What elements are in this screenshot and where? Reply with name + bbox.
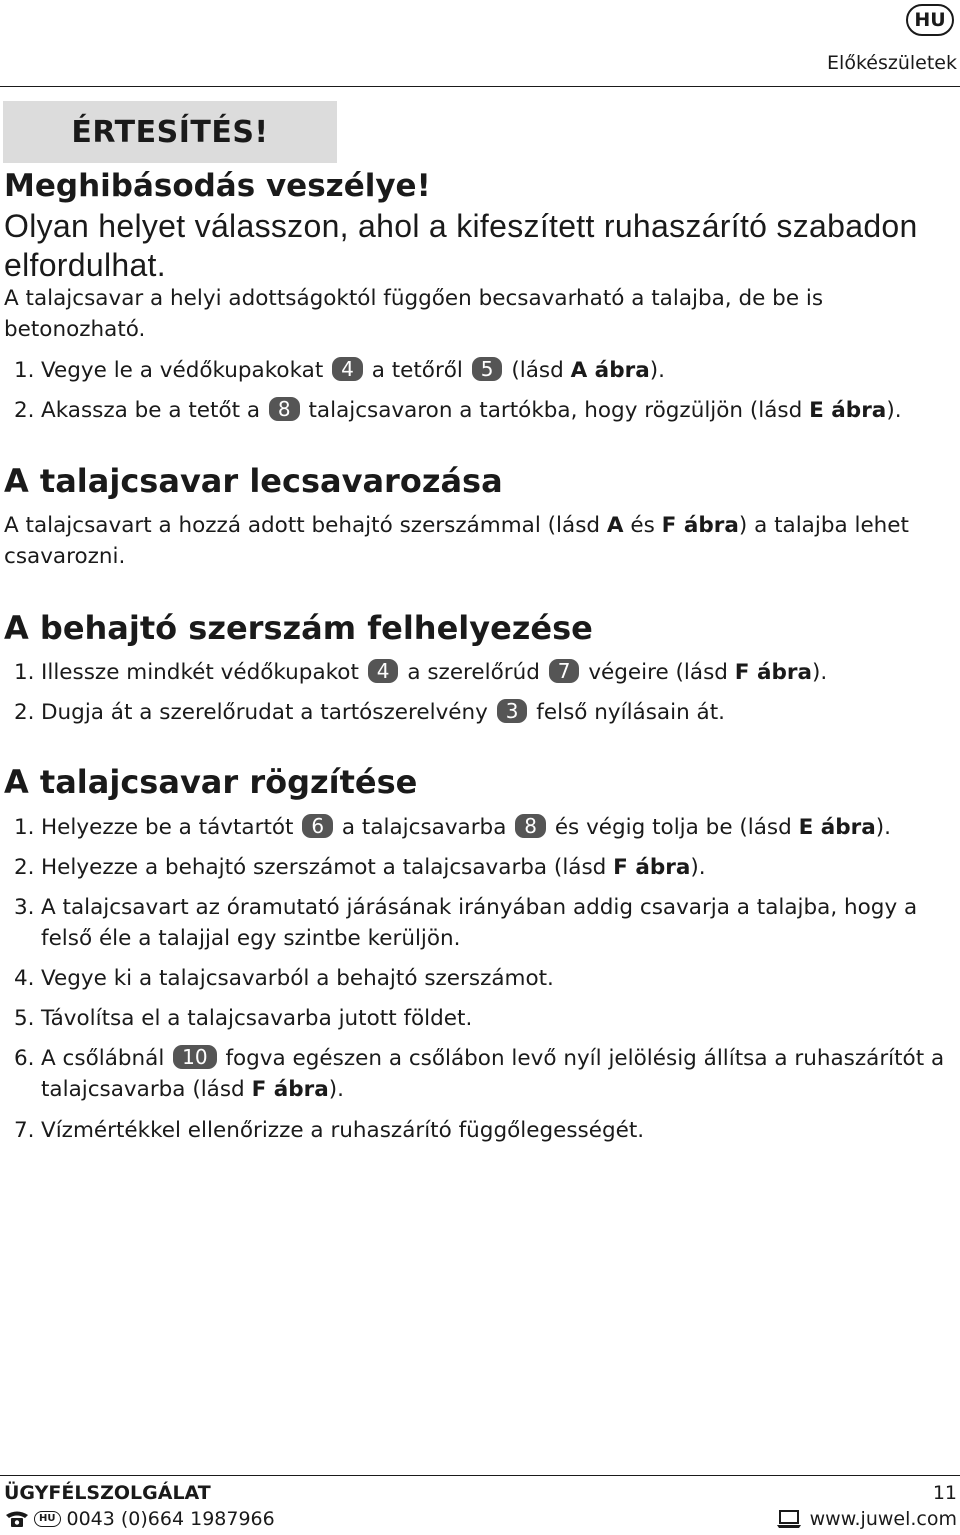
step-fix-6 bbox=[14, 1043, 954, 1105]
step-text: Helyezze a behajtó szerszámot a talajcsavarba (lásd F ábra). bbox=[41, 855, 706, 880]
step-number: 2. bbox=[14, 398, 35, 423]
step-number: 4. bbox=[14, 966, 35, 991]
section-paragraph: A talajcsavart a hozzá adott behajtó szerszámmal (lásd A és F ábra) a talajba lehet csavarozni. bbox=[4, 513, 909, 569]
hu-mini-badge: HU bbox=[34, 1511, 61, 1527]
step-text: Dugja át a szerelőrudat a tartószerelvény 3 felső nyílásain át. bbox=[41, 699, 725, 725]
step-number: 1. bbox=[14, 815, 35, 840]
step-text: Helyezze be a távtartót 6 a talajcsavarba 8 és végig tolja be (lásd E ábra). bbox=[41, 814, 892, 840]
step-text: Vízmértékkel ellenőrizze a ruhaszárító függőlegességét. bbox=[41, 1118, 645, 1143]
step-fix-3 bbox=[14, 892, 954, 954]
figure-ref: F ábra bbox=[661, 513, 739, 538]
step-number: 1. bbox=[14, 660, 35, 685]
danger-title: Meghibásodás veszélye! bbox=[4, 168, 431, 204]
step-text: Távolítsa el a talajcsavarba jutott földet. bbox=[41, 1006, 473, 1031]
figure-ref: A ábra bbox=[570, 358, 650, 383]
step-text: Akassza be a tetőt a 8 talajcsavaron a tartókba, hogy rögzüljön (lásd E ábra). bbox=[41, 397, 902, 423]
part-number-badge: 8 bbox=[515, 814, 546, 838]
step-text: Vegye ki a talajcsavarból a behajtó szerszámot. bbox=[41, 966, 554, 991]
step-text: Illessze mindkét védőkupakot 4 a szerelőrúd 7 végeire (lásd F ábra). bbox=[41, 659, 828, 685]
footer-web bbox=[776, 1508, 957, 1530]
part-number-badge: 6 bbox=[302, 814, 333, 838]
header-rule bbox=[0, 86, 960, 87]
intro-paragraph: A talajcsavar a helyi adottságoktól függően becsavarható a talajba, de be is betonozható. bbox=[4, 286, 824, 342]
step-tool-1 bbox=[14, 657, 954, 688]
step-fix-7 bbox=[14, 1115, 954, 1146]
laptop-icon bbox=[776, 1509, 802, 1529]
step-number: 3. bbox=[14, 895, 35, 920]
figure-ref: E ábra bbox=[798, 815, 876, 840]
step-a-2 bbox=[14, 395, 954, 426]
figure-ref: F ábra bbox=[734, 660, 812, 685]
figure-ref: A bbox=[606, 513, 624, 538]
page-number: 11 bbox=[932, 1482, 957, 1504]
part-number-badge: 10 bbox=[173, 1045, 216, 1069]
notice-label: ÉRTESÍTÉS! bbox=[3, 101, 337, 163]
phone-number: 0043 (0)664 1987966 bbox=[66, 1508, 275, 1530]
footer-phone bbox=[4, 1508, 275, 1530]
part-number-badge: 3 bbox=[497, 699, 528, 723]
section-heading-fix: A talajcsavar rögzítése bbox=[4, 763, 418, 801]
part-number-badge: 4 bbox=[332, 357, 363, 381]
step-fix-4 bbox=[14, 963, 954, 994]
website-link[interactable]: www.juwel.com bbox=[809, 1508, 957, 1530]
part-number-badge: 5 bbox=[472, 357, 503, 381]
step-a-1 bbox=[14, 355, 954, 386]
part-number-badge: 8 bbox=[269, 397, 300, 421]
footer-rule bbox=[0, 1475, 960, 1476]
step-number: 7. bbox=[14, 1118, 35, 1143]
step-fix-5 bbox=[14, 1003, 954, 1034]
step-number: 5. bbox=[14, 1006, 35, 1031]
step-number: 2. bbox=[14, 855, 35, 880]
figure-ref: F ábra bbox=[613, 855, 691, 880]
notice-text bbox=[4, 207, 960, 285]
section-heading-unscrew: A talajcsavar lecsavarozása bbox=[4, 462, 503, 500]
step-text: Vegye le a védőkupakokat 4 a tetőről 5 (lásd A ábra). bbox=[41, 357, 665, 383]
customer-service-label: ÜGYFÉLSZOLGÁLAT bbox=[4, 1482, 211, 1504]
part-number-badge: 7 bbox=[549, 659, 580, 683]
figure-ref: F ábra bbox=[251, 1077, 329, 1102]
figure-ref: E ábra bbox=[809, 398, 887, 423]
part-number-badge: 4 bbox=[368, 659, 399, 683]
step-tool-2 bbox=[14, 697, 954, 728]
step-fix-1 bbox=[14, 812, 954, 843]
section-heading-tool: A behajtó szerszám felhelyezése bbox=[4, 609, 593, 647]
step-number: 1. bbox=[14, 358, 35, 383]
step-text: A csőlábnál 10 fogva egészen a csőlábon levő nyíl jelölésig állítsa a ruhaszárítót a talajcsavarba (lásd F ábra). bbox=[41, 1045, 945, 1102]
step-number: 6. bbox=[14, 1046, 35, 1071]
step-fix-2 bbox=[14, 852, 954, 883]
notice-line-2: elfordulhat. bbox=[4, 247, 166, 283]
notice-line-1: Olyan helyet válasszon, ahol a kifeszített ruhaszárító szabadon bbox=[4, 208, 918, 244]
telephone-icon bbox=[4, 1509, 30, 1529]
step-text: A talajcsavart az óramutató járásának irányában addig csavarja a talajba, hogy a felső éle a talajjal egy szintbe kerüljön. bbox=[41, 895, 918, 951]
section-name: Előkészületek bbox=[827, 52, 957, 74]
step-number: 2. bbox=[14, 700, 35, 725]
language-badge: HU bbox=[906, 4, 954, 36]
